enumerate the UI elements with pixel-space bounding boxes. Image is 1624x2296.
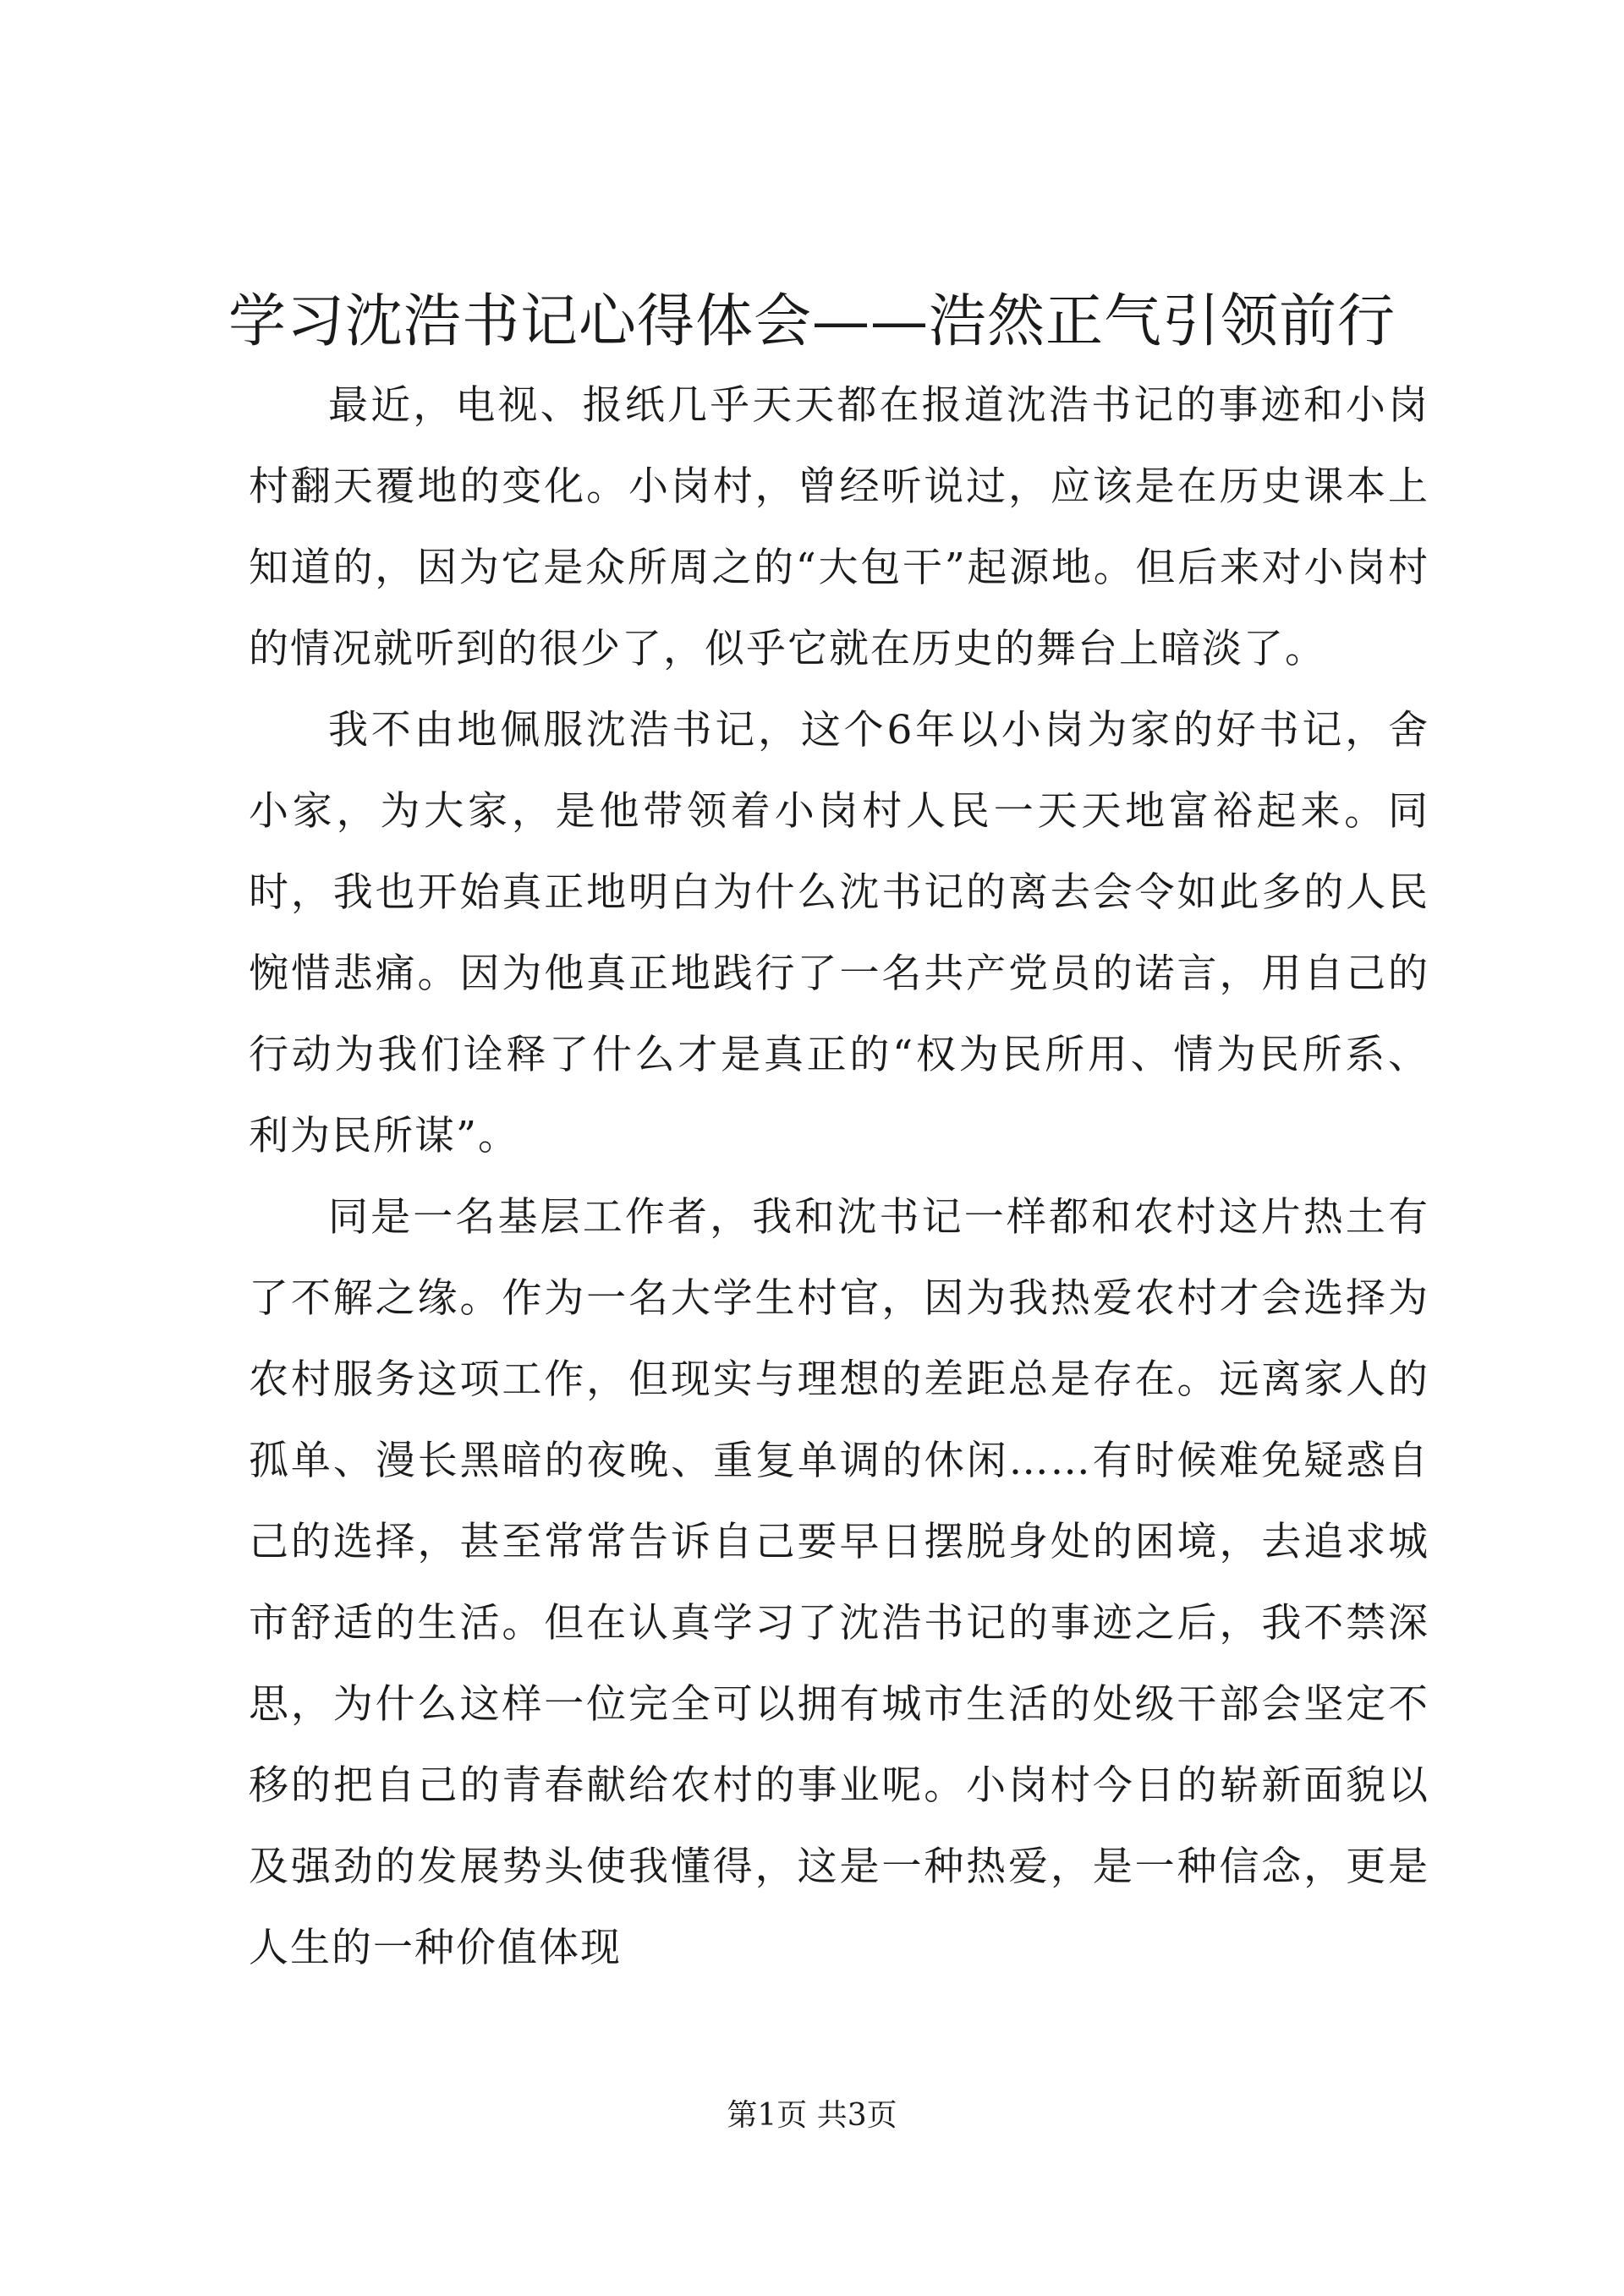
document-body xyxy=(249,365,1429,1989)
paragraph-3: 同是一名基层工作者，我和沈书记一样都和农村这片热土有了不解之缘。作为一名大学生村官，因为我热爱农村才会选择为农村服务这项工作，但现实与理想的差距总是存在。远离家人的孤单、漫长黑暗的夜晚、重复单调的休闲……有时候难免疑惑自己的选择，甚至常常告诉自己要早日摆脱身处的困境，去追求城市舒适的生活。但在认真学习了沈浩书记的事迹之后，我不禁深思，为什么这样一位完全可以拥有城市生活的处级干部会坚定不移的把自己的青春献给农村的事业呢。小岗村今日的崭新面貌以及强劲的发展势头使我懂得，这是一种热爱，是一种信念，更是人生的一种价值体现 xyxy=(249,1194,1429,1971)
page-number-footer: 第1页 共3页 xyxy=(727,2098,897,2133)
paragraph-1: 最近，电视、报纸几乎天天都在报道沈浩书记的事迹和小岗村翻天覆地的变化。小岗村，曾经听说过，应该是在历史课本上知道的，因为它是众所周之的“大包干”起源地。但后来对小岗村的情况就听到的很少了，似乎它就在历史的舞台上暗淡了。 xyxy=(249,382,1429,672)
paragraph-2: 我不由地佩服沈浩书记，这个6年以小岗为家的好书记，舍小家，为大家，是他带领着小岗村人民一天天地富裕起来。同时，我也开始真正地明白为什么沈书记的离去会令如此多的人民惋惜悲痛。因为他真正地践行了一名共产党员的诺言，用自己的行动为我们诠释了什么才是真正的“权为民所用、情为民所系、利为民所谋”。 xyxy=(249,707,1429,1159)
document-title: 学习沈浩书记心得体会——浩然正气引领前行 xyxy=(228,288,1396,355)
